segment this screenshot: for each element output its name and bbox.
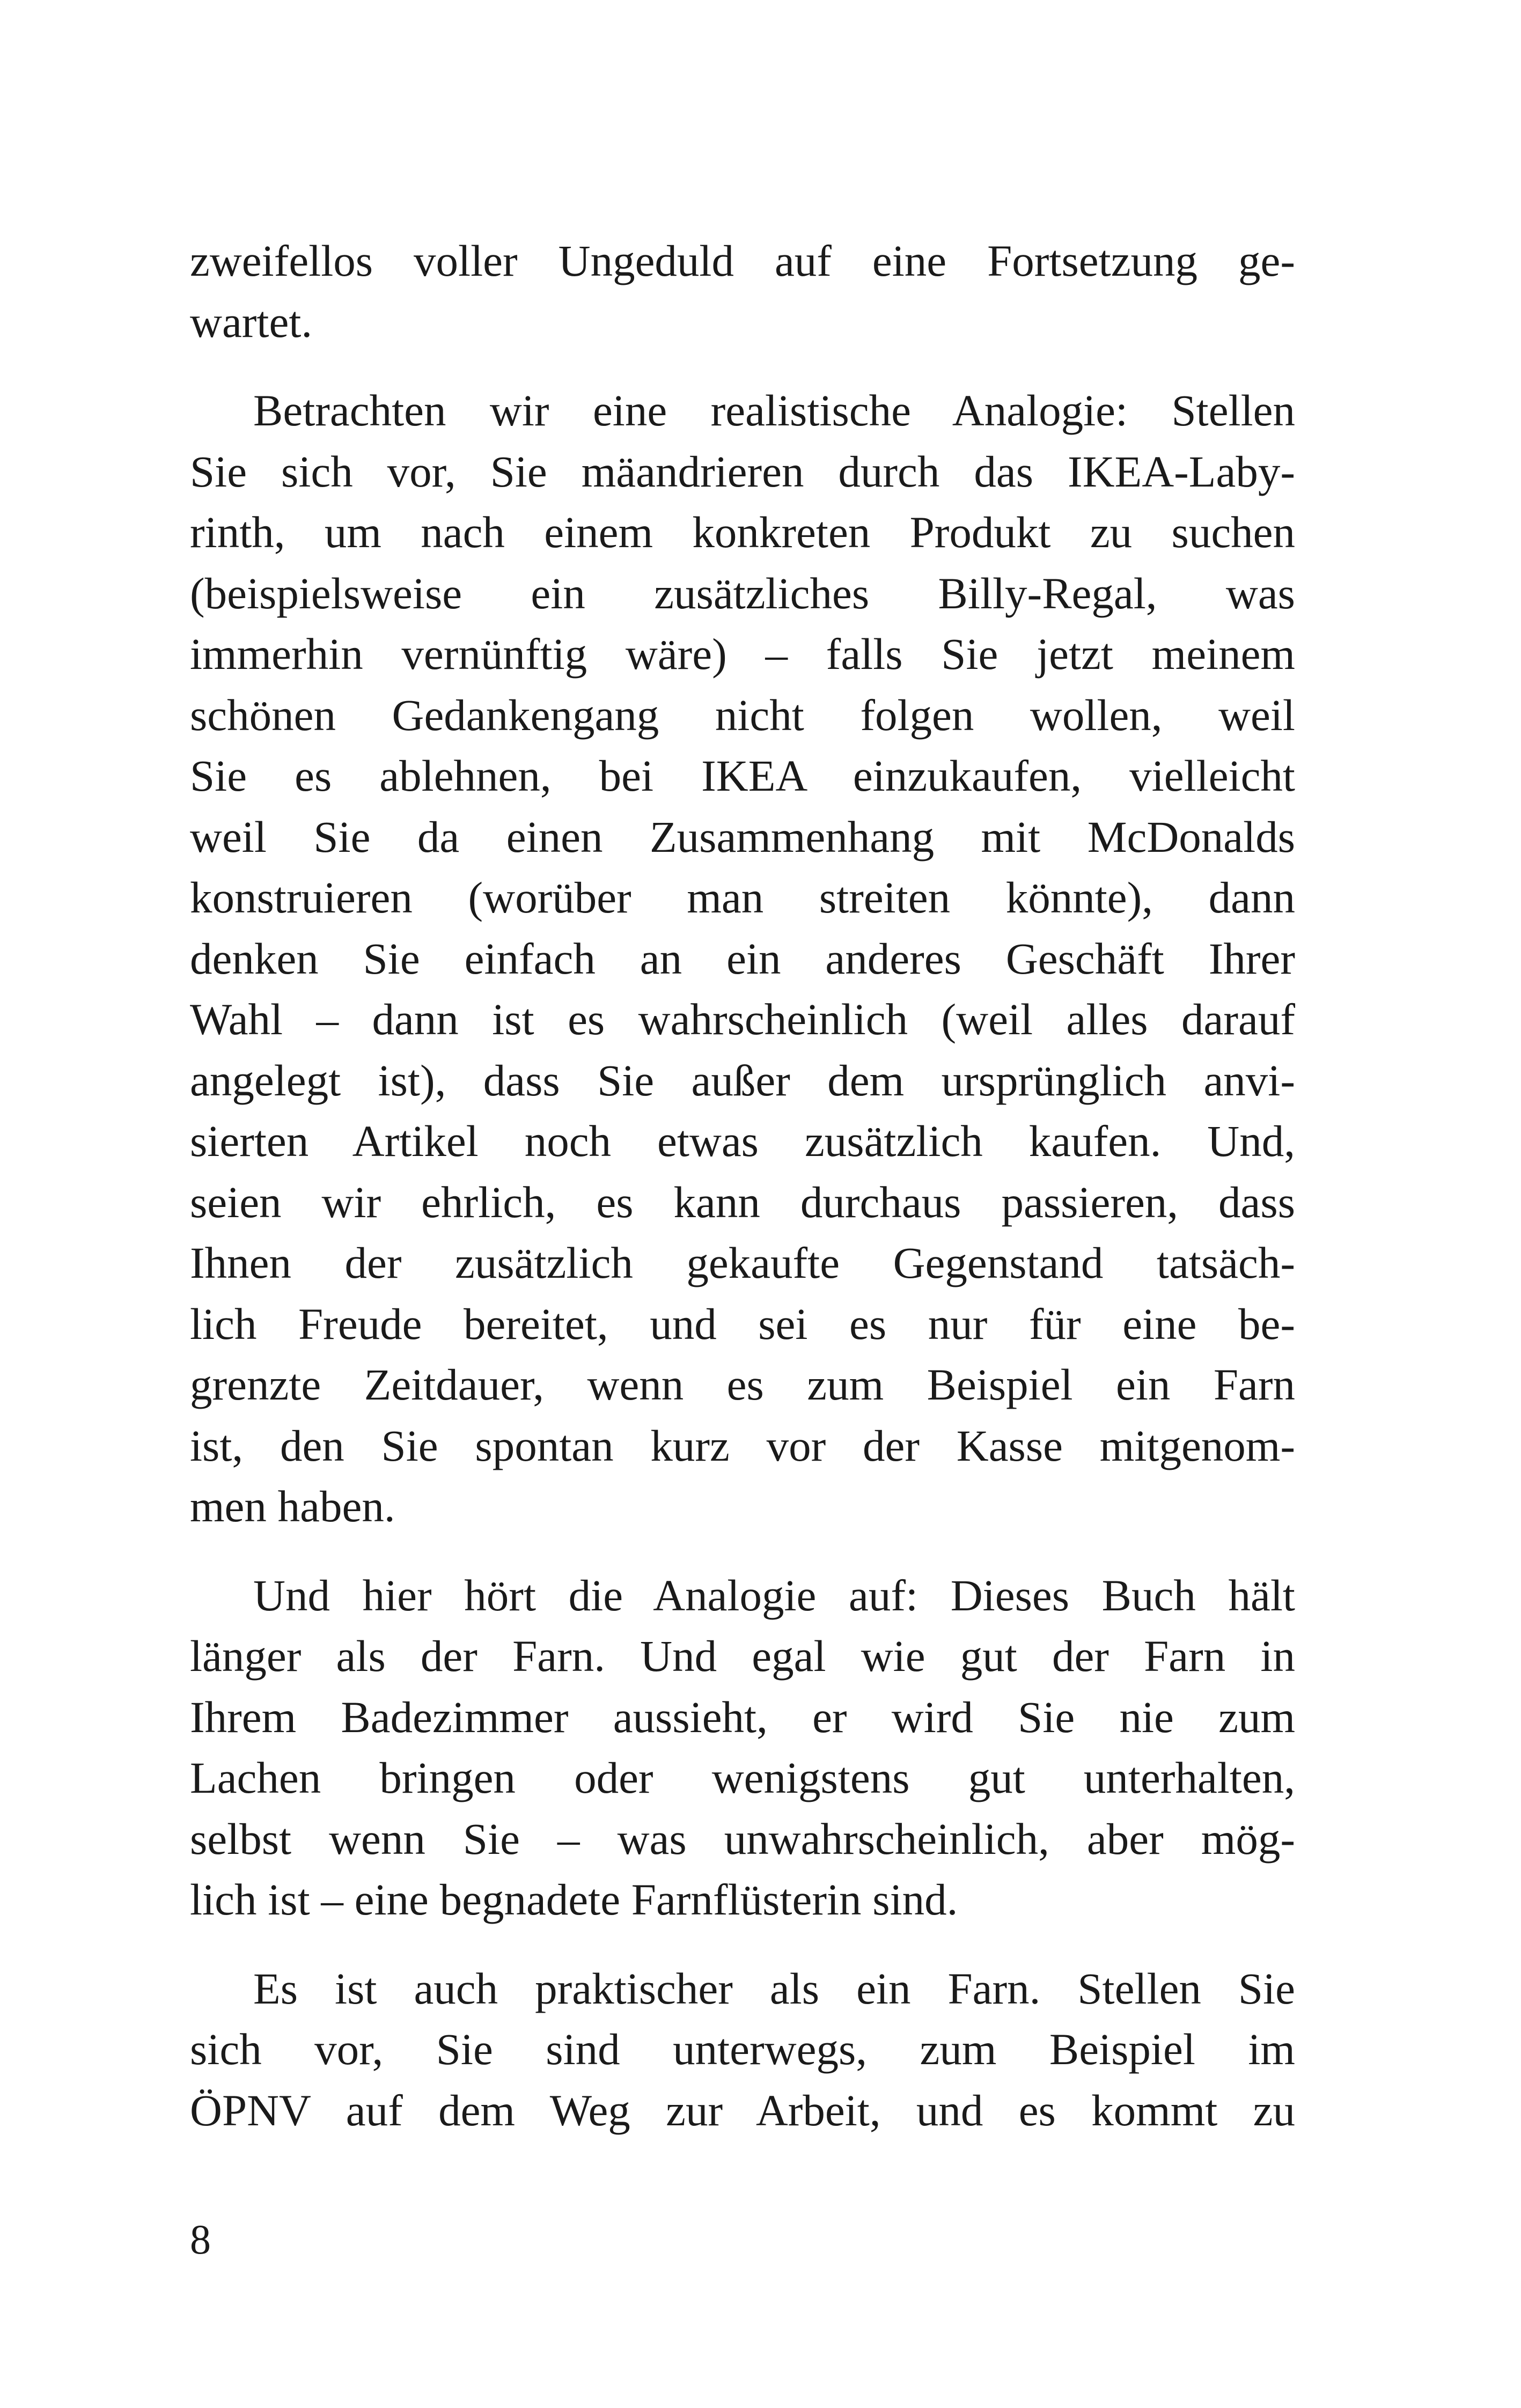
text-line: denken Sie einfach an ein anderes Geschäft Ihrer bbox=[190, 933, 1295, 983]
text-line: Betrachten wir eine realistische Analogie: Stellen bbox=[253, 386, 1295, 435]
text-line: konstruieren (worüber man streiten könnte), dann bbox=[190, 873, 1295, 922]
text-line: angelegt ist), dass Sie außer dem ursprünglich anvi- bbox=[190, 1055, 1295, 1105]
text-line: sich vor, Sie sind unterwegs, zum Beispiel im bbox=[190, 2024, 1295, 2074]
text-line: immerhin vernünftig wäre) – falls Sie jetzt meinem bbox=[190, 629, 1295, 679]
text-line: selbst wenn Sie – was unwahrscheinlich, aber mög- bbox=[190, 1814, 1295, 1864]
text-line: zweifellos voller Ungeduld auf eine Fortsetzung ge- bbox=[190, 236, 1295, 285]
page-number: 8 bbox=[190, 2216, 211, 2263]
text-line: seien wir ehrlich, es kann durchaus passieren, dass bbox=[190, 1177, 1295, 1227]
paragraph bbox=[190, 380, 1295, 1537]
text-line: rinth, um nach einem konkreten Produkt zu suchen bbox=[190, 507, 1295, 557]
paragraph bbox=[190, 231, 1295, 352]
text-line: Lachen bringen oder wenigstens gut unterhalten, bbox=[190, 1753, 1295, 1802]
paragraph-spacer bbox=[190, 1537, 1295, 1565]
text-line: Wahl – dann ist es wahrscheinlich (weil alles darauf bbox=[190, 995, 1295, 1044]
text-line: Ihnen der zusätzlich gekaufte Gegenstand tatsäch- bbox=[190, 1238, 1295, 1287]
paragraph bbox=[190, 1958, 1295, 2141]
text-line: grenzte Zeitdauer, wenn es zum Beispiel ein Farn bbox=[190, 1360, 1295, 1409]
text-line: men haben. bbox=[190, 1482, 395, 1531]
text-line: Sie es ablehnen, bei IKEA einzukaufen, vielleicht bbox=[190, 751, 1295, 800]
text-line: ÖPNV auf dem Weg zur Arbeit, und es kommt zu bbox=[190, 2085, 1295, 2135]
text-line: schönen Gedankengang nicht folgen wollen, weil bbox=[190, 690, 1295, 740]
text-line: ist, den Sie spontan kurz vor der Kasse mitgenom- bbox=[190, 1420, 1295, 1470]
body-text bbox=[190, 231, 1295, 2141]
text-line: (beispielsweise ein zusätzliches Billy-Regal, was bbox=[190, 568, 1295, 618]
text-line: länger als der Farn. Und egal wie gut der Farn in bbox=[190, 1631, 1295, 1681]
text-line: Ihrem Badezimmer aussieht, er wird Sie nie zum bbox=[190, 1692, 1295, 1742]
text-line: Sie sich vor, Sie mäandrieren durch das IKEA-Laby- bbox=[190, 446, 1295, 496]
text-line: Es ist auch praktischer als ein Farn. Stellen Sie bbox=[253, 1963, 1295, 2013]
paragraph bbox=[190, 1565, 1295, 1931]
paragraph-spacer bbox=[190, 1931, 1295, 1958]
text-line: lich ist – eine begnadete Farnflüsterin sind. bbox=[190, 1875, 958, 1924]
text-line: wartet. bbox=[190, 297, 313, 347]
text-line: lich Freude bereitet, und sei es nur für eine be- bbox=[190, 1299, 1295, 1349]
text-line: Und hier hört die Analogie auf: Dieses Buch hält bbox=[253, 1570, 1295, 1620]
paragraph-spacer bbox=[190, 352, 1295, 380]
text-line: sierten Artikel noch etwas zusätzlich kaufen. Und, bbox=[190, 1116, 1295, 1166]
text-line: weil Sie da einen Zusammenhang mit McDonalds bbox=[190, 812, 1295, 861]
